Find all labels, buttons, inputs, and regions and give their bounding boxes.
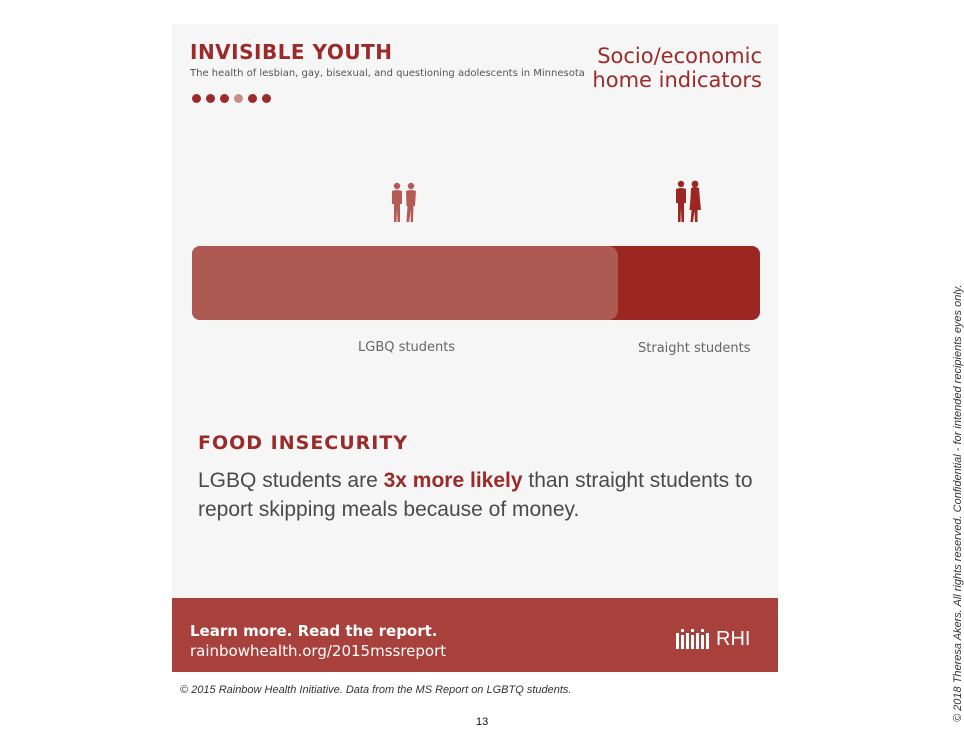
progress-dot: [248, 94, 257, 103]
progress-dot: [220, 94, 229, 103]
progress-dot: [262, 94, 271, 103]
comparison-bar: [192, 246, 760, 320]
page-number: 13: [476, 716, 489, 728]
progress-dots: [192, 94, 271, 103]
report-link[interactable]: rainbowhealth.org/2015mssreport: [190, 642, 447, 660]
infographic-subtitle: The health of lesbian, gay, bisexual, and questioning adolescents in Minnesota: [190, 68, 585, 79]
finding-text: [198, 466, 758, 524]
infographic-title: INVISIBLE YOUTH: [190, 40, 393, 64]
rhi-logo: [676, 628, 750, 651]
footer-headline: Learn more. Read the report.: [190, 622, 438, 640]
progress-dot: [192, 94, 201, 103]
lgbq-bar-segment: [192, 246, 618, 320]
finding-title: FOOD INSECURITY: [198, 432, 409, 454]
report-footer-banner[interactable]: [172, 598, 778, 672]
progress-dot: [234, 94, 243, 103]
finding-highlight: 3x more likely: [383, 469, 523, 492]
finding-text-before: LGBQ students are: [198, 469, 384, 492]
straight-label: Straight students: [638, 341, 751, 356]
straight-people-icon: [672, 180, 704, 224]
section-label-line-1: Socio/economic: [597, 44, 762, 68]
rhi-mark-icon: [676, 629, 710, 651]
infographic-card: [172, 24, 778, 672]
rhi-logo-text: RHI: [716, 628, 751, 650]
section-label: [592, 44, 762, 92]
progress-dot: [206, 94, 215, 103]
finding-text-after: than straight students to report skipping meals because of money.: [198, 469, 753, 521]
lgbq-label: LGBQ students: [358, 340, 456, 355]
lgbq-people-icon: [388, 182, 420, 224]
copyright-notice: © 2018 Theresa Akers. All rights reserved. Confidential - for intended recipients eyes only.: [952, 284, 964, 722]
source-credit: © 2015 Rainbow Health Initiative. Data from the MS Report on LGBTQ students.: [180, 684, 572, 696]
section-label-line-2: home indicators: [592, 68, 762, 92]
